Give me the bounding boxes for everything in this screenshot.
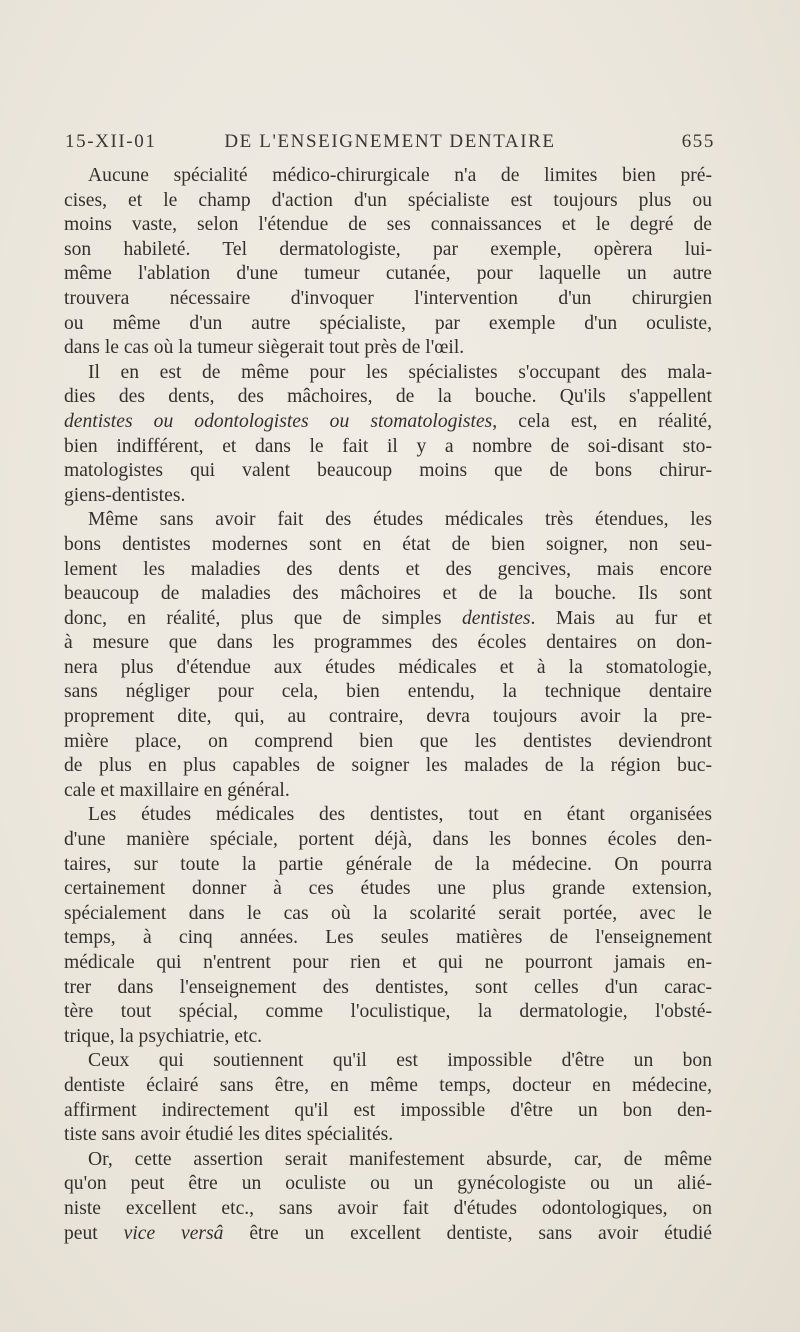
text-line: affirment indirectement qu'il est impossible d'être un bon den- [64, 1099, 712, 1121]
italic-text: dentistes ou odontologistes ou stomatologistes [64, 410, 493, 432]
text-line [64, 607, 712, 632]
text-span: donc, en réalité, plus que de simples [64, 607, 462, 629]
text-line: dans le cas où la tumeur siègerait tout près de l'œil. [64, 337, 465, 359]
text-line: à mesure que dans les programmes des écoles dentaires on don- [64, 632, 712, 654]
text-line: de plus en plus capables de soigner les malades de la région buc- [64, 755, 712, 777]
text-line: taires, sur toute la partie générale de la médecine. On pourra [64, 853, 712, 875]
text-line: tiste sans avoir étudié les dites spécialités. [64, 1124, 394, 1146]
text-line: même l'ablation d'une tumeur cutanée, pour laquelle un autre [64, 263, 712, 285]
text-line: dentiste éclairé sans être, en même temps, docteur en médecine, [64, 1074, 712, 1096]
text-line: ou même d'un autre spécialiste, par exemple d'un oculiste, [64, 312, 712, 334]
text-line: trouvera nécessaire d'invoquer l'intervention d'un chirurgien [64, 287, 712, 309]
running-header [65, 131, 715, 161]
text-line: niste excellent etc., sans avoir fait d'études odontologiques, on [64, 1197, 712, 1219]
text-line: Les études médicales des dentistes, tout en étant organisées [88, 804, 712, 826]
text-line: Ceux qui soutiennent qu'il est impossible d'être un bon [88, 1050, 712, 1072]
text-span: , cela est, en réalité, [492, 410, 712, 432]
text-line [64, 410, 712, 435]
text-span: . Mais au fur et [530, 607, 712, 629]
text-line: lement les maladies des dents et des gencives, mais encore [64, 558, 712, 580]
text-line: certainement donner à ces études une plus grande extension, [64, 878, 712, 900]
text-span: peut [64, 1222, 124, 1244]
text-line: matologistes qui valent beaucoup moins que de bons chirur- [64, 460, 712, 482]
text-line: beaucoup de maladies des mâchoires et de la bouche. Ils sont [64, 583, 712, 605]
text-span: être un excellent dentiste, sans avoir étudié [223, 1222, 712, 1244]
text-line: temps, à cinq années. Les seules matières de l'enseignement [64, 927, 712, 949]
text-line: tère tout spécial, comme l'oculistique, la dermatologie, l'obsté- [64, 1001, 712, 1023]
text-line: cale et maxillaire en général. [64, 779, 290, 801]
text-line: Il en est de même pour les spécialistes s'occupant des mala- [88, 361, 712, 383]
italic-text: dentistes [461, 607, 531, 629]
text-line [64, 1222, 712, 1247]
text-line: spécialement dans le cas où la scolarité serait portée, avec le [64, 902, 712, 924]
text-line: Or, cette assertion serait manifestement absurde, car, de même [88, 1148, 712, 1170]
text-line: d'une manière spéciale, portent déjà, dans les bonnes écoles den- [64, 829, 712, 851]
text-line: Même sans avoir fait des études médicales très étendues, les [88, 509, 712, 531]
text-line: Aucune spécialité médico-chirurgicale n'a de limites bien pré- [88, 165, 712, 186]
text-line: moins vaste, selon l'étendue de ses connaissances et le degré de [64, 214, 712, 236]
text-line: trer dans l'enseignement des dentistes, sont celles d'un carac- [64, 976, 712, 998]
header-title: DE L'ENSEIGNEMENT DENTAIRE [224, 131, 556, 152]
text-line: mière place, on comprend bien que les dentistes deviendront [64, 730, 712, 752]
text-line: cises, et le champ d'action d'un spécialiste est toujours plus ou [64, 189, 712, 211]
text-line: son habileté. Tel dermatologiste, par exemple, opèrera lui- [64, 238, 712, 260]
text-line: médicale qui n'entrent pour rien et qui ne pourront jamais en- [64, 952, 712, 973]
text-line: bons dentistes modernes sont en état de bien soigner, non seu- [64, 533, 712, 555]
text-line: sans négliger pour cela, bien entendu, la technique dentaire [64, 681, 712, 703]
body-text [64, 164, 712, 1246]
text-line: dies des dents, des mâchoires, de la bouche. Qu'ils s'appellent [64, 386, 712, 408]
text-line: nera plus d'étendue aux études médicales et à la stomatologie, [64, 656, 712, 678]
text-line: proprement dite, qui, au contraire, devra toujours avoir la pre- [64, 706, 712, 728]
text-line: bien indifférent, et dans le fait il y a nombre de soi-disant sto- [64, 435, 712, 457]
text-line: qu'on peut être un oculiste ou un gynécologiste ou un alié- [64, 1173, 712, 1195]
page-number: 655 [681, 131, 715, 152]
italic-text: vice versâ [123, 1222, 224, 1244]
header-date: 15-XII-01 [65, 131, 157, 152]
text-line: giens-dentistes. [64, 484, 186, 506]
text-line: trique, la psychiatrie, etc. [64, 1025, 263, 1047]
